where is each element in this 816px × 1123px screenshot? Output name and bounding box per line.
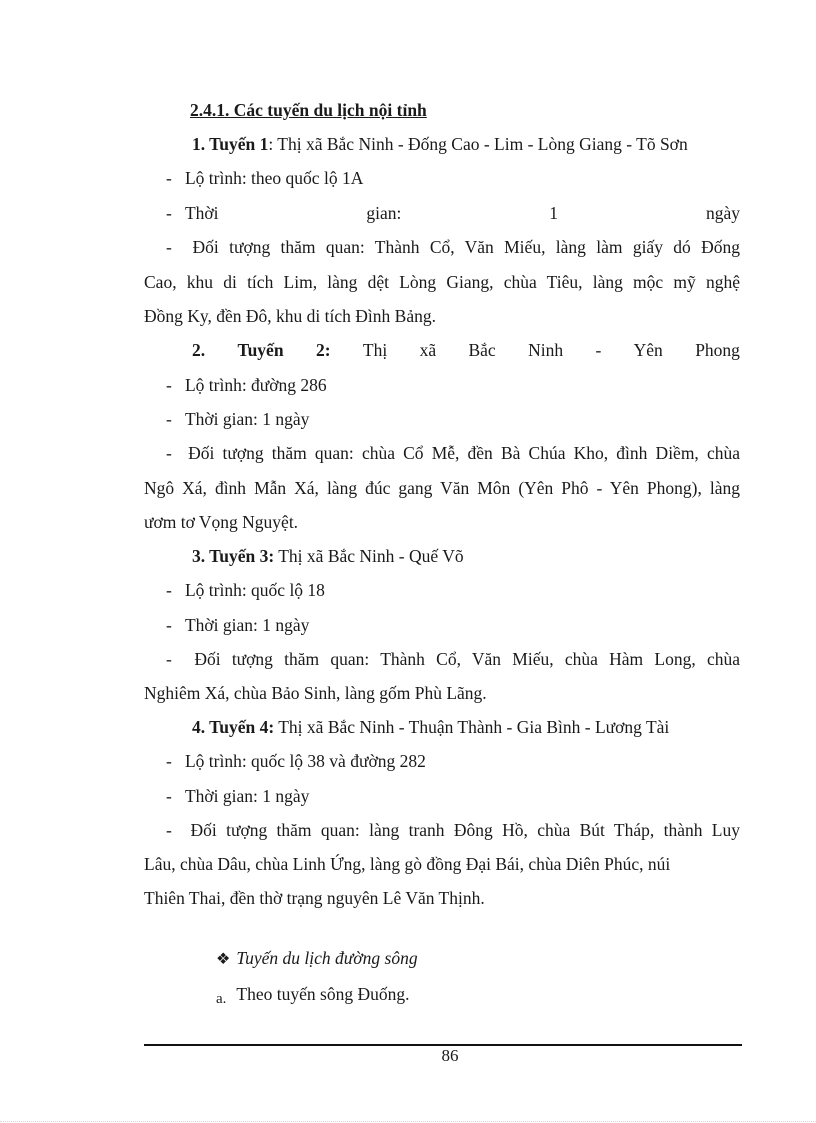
route-1-heading: [192, 132, 740, 156]
route-4-visit-line-3: Thiên Thai, đền thờ trạng nguyên Lê Văn Thịnh.: [144, 888, 485, 908]
route-1-visit-line-1: - Đối tượng thăm quan: Thành Cổ, Văn Miếu, làng làm giấy dó Đống: [166, 237, 741, 257]
route-1-itinerary: - Lộ trình: theo quốc lộ 1A: [166, 168, 364, 188]
route-3-visit-line-1: - Đối tượng thăm quan: Thành Cổ, Văn Miếu, chùa Hàm Long, chùa: [166, 649, 741, 669]
route-4-visit-line-2: Lâu, chùa Dâu, chùa Linh Ứng, làng gò đồng Đại Bái, chùa Diên Phúc, núi: [144, 854, 671, 874]
sub-item-text: Theo tuyến sông Đuống.: [236, 984, 410, 1004]
route-4-visit-line-1: - Đối tượng thăm quan: làng tranh Đông Hồ, chùa Bút Tháp, thành Luy: [166, 820, 740, 840]
route-2-visit-line-2: Ngô Xá, đình Mẫn Xá, làng đúc gang Văn Môn (Yên Phô - Yên Phong), làng: [144, 478, 740, 498]
route-4-time: - Thời gian: 1 ngày: [166, 786, 310, 806]
river-tourism-heading: [216, 946, 736, 972]
route-1-visit-line-3: Đồng Ky, đền Đô, khu di tích Đình Bảng.: [144, 306, 436, 326]
route-1-label: 1. Tuyến 1: [192, 134, 269, 154]
route-1-time: - Thời gian: 1 ngày: [166, 203, 740, 223]
route-1-visit-line-2: Cao, khu di tích Lim, làng dệt Lòng Giang, chùa Tiêu, làng mộc mỹ nghệ: [144, 272, 740, 292]
route-1-title: Thị xã Bắc Ninh - Đống Cao - Lim - Lòng Giang - Tõ Sơn: [273, 134, 688, 154]
route-2-visit-line-1: - Đối tượng thăm quan: chùa Cổ Mễ, đền Bà Chúa Kho, đình Diềm, chùa: [166, 443, 740, 463]
route-4-label: 4. Tuyến 4:: [192, 717, 275, 737]
route-2-itinerary: - Lộ trình: đường 286: [166, 375, 327, 395]
route-3-itinerary: - Lộ trình: quốc lộ 18: [166, 580, 325, 600]
route-2-heading: 2. Tuyến 2: Thị xã Bắc Ninh - Yên Phong: [192, 340, 740, 360]
route-3-heading: [192, 544, 740, 568]
route-3-time: - Thời gian: 1 ngày: [166, 615, 310, 635]
river-tourism-title: Tuyến du lịch đường sông: [236, 948, 418, 968]
route-3-visit-line-2: Nghiêm Xá, chùa Bảo Sinh, làng gốm Phù Lãng.: [144, 683, 487, 703]
page-edge-dotted-line: [0, 1121, 816, 1122]
route-4-itinerary: - Lộ trình: quốc lộ 38 và đường 282: [166, 751, 426, 771]
route-2-time: - Thời gian: 1 ngày: [166, 409, 310, 429]
section-title: 2.4.1. Các tuyến du lịch nội tỉnh: [190, 100, 427, 120]
route-3-title: Thị xã Bắc Ninh - Quế Võ: [274, 546, 464, 566]
route-1-sep: :: [268, 134, 274, 154]
route-3-label: 3. Tuyến 3:: [192, 546, 275, 566]
page-number: 86: [441, 1046, 459, 1065]
diamond-bullet-icon: ❖: [216, 951, 231, 968]
sub-item-marker: a.: [216, 991, 227, 1007]
route-2-visit-line-3: ươm tơ Vọng Nguyệt.: [144, 512, 299, 532]
route-4-title: Thị xã Bắc Ninh - Thuận Thành - Gia Bình - Lương Tài: [274, 717, 670, 737]
sub-item-a: [216, 982, 736, 1008]
route-4-heading: [192, 715, 740, 739]
